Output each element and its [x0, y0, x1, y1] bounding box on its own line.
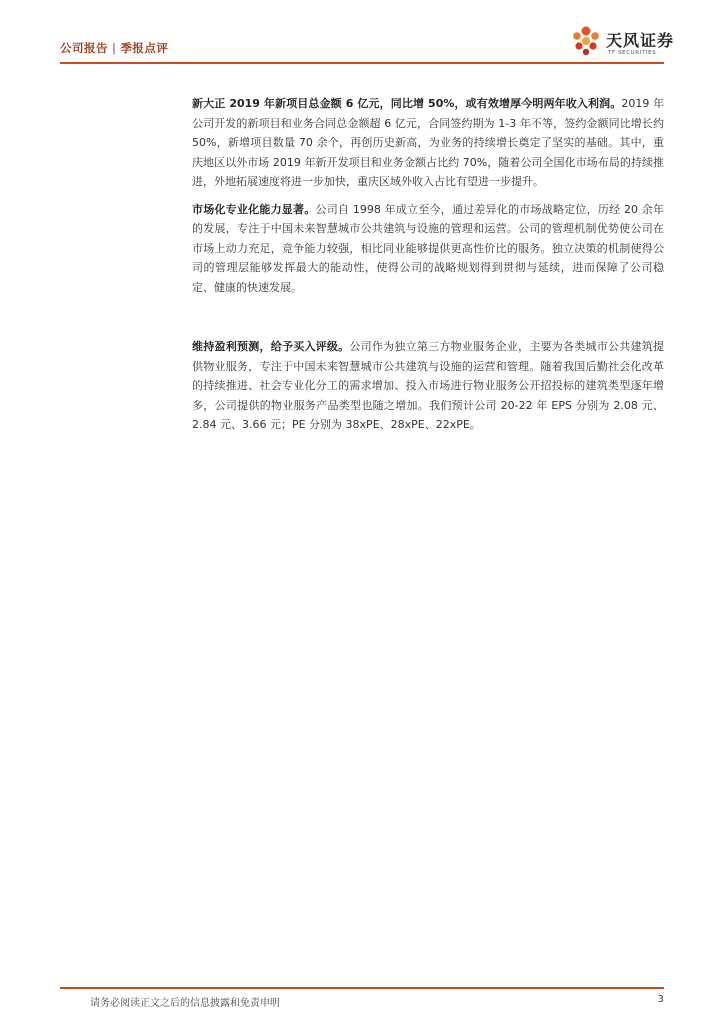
header-divider: [60, 62, 664, 64]
report-body: [192, 94, 664, 435]
header-separator: |: [112, 41, 117, 55]
brand-logo-block: [568, 24, 678, 60]
paragraph-market-ability: [192, 200, 664, 298]
paragraph-rating: [192, 337, 664, 435]
paragraph-body: 公司作为独立第三方物业服务企业，主要为各类城市公共建筑提供物业服务，专注于中国未来智慧城市公共建筑与设施的运营和管理。随着我国后勤社会化改革的持续推进、社会专业化分工的需求增加、投入市场进行物业服务公开招投标的建筑类型逐年增多，公司提供的物业服务产品类型也随之增加。我们预计公司 20-22 年 EPS 分别为 2.08 元、2.84 元、3.66 元；PE 分别为 38xPE、28xPE、22xPE。: [192, 340, 665, 431]
paragraph-new-projects: [192, 94, 664, 192]
paragraph-lead: 维持盈利预测，给予买入评级。: [192, 340, 350, 353]
paragraph-lead: 新大正 2019 年新项目总金额 6 亿元，同比增 50%，或有效增厚今明两年收入利润。: [192, 97, 622, 110]
brand-name-cn: 天风证券: [606, 31, 675, 50]
report-category: [60, 40, 168, 56]
flower-logo-icon: [568, 24, 604, 60]
footer-divider: [60, 987, 664, 989]
paragraph-body: 2019 年公司开发的新项目和业务合同总金额超 6 亿元，合同签约期为 1-3 年不等，签约金额同比增长约 50%，新增项目数量 70 余个，再创历史新高，为业务的持续增长奠定了坚实的基础。其中，重庆地区以外市场 2019 年新开发项目和业务金额占比约 70%，随着公司全国化市场布局的持续推进，外地拓展速度将进一步加快，重庆区域外收入占比有望进一步提升。: [192, 97, 664, 188]
paragraph-body: 公司自 1998 年成立至今，通过差异化的市场战略定位，历经 20 余年的发展，专注于中国未来智慧城市公共建筑与设施的管理和运营。公司的管理机制优势使公司在市场上动力充足，竞争能力较强，相比同业能够提供更高性价比的服务。独立决策的机制使得公司的管理层能够发挥最大的能动性，使得公司的战略规划得到贯彻与延续，进而保障了公司稳定、健康的快速发展。: [192, 202, 664, 294]
report-subtype: 季报点评: [120, 41, 169, 55]
paragraph-lead: 市场化专业化能力显著。: [192, 202, 316, 216]
footer-disclaimer: 请务必阅读正文之后的信息披露和免责申明: [90, 998, 280, 1009]
page-number: 3: [657, 994, 664, 1005]
report-type: 公司报告: [60, 41, 108, 55]
brand-name-en: TF SECURITIES: [608, 50, 657, 56]
